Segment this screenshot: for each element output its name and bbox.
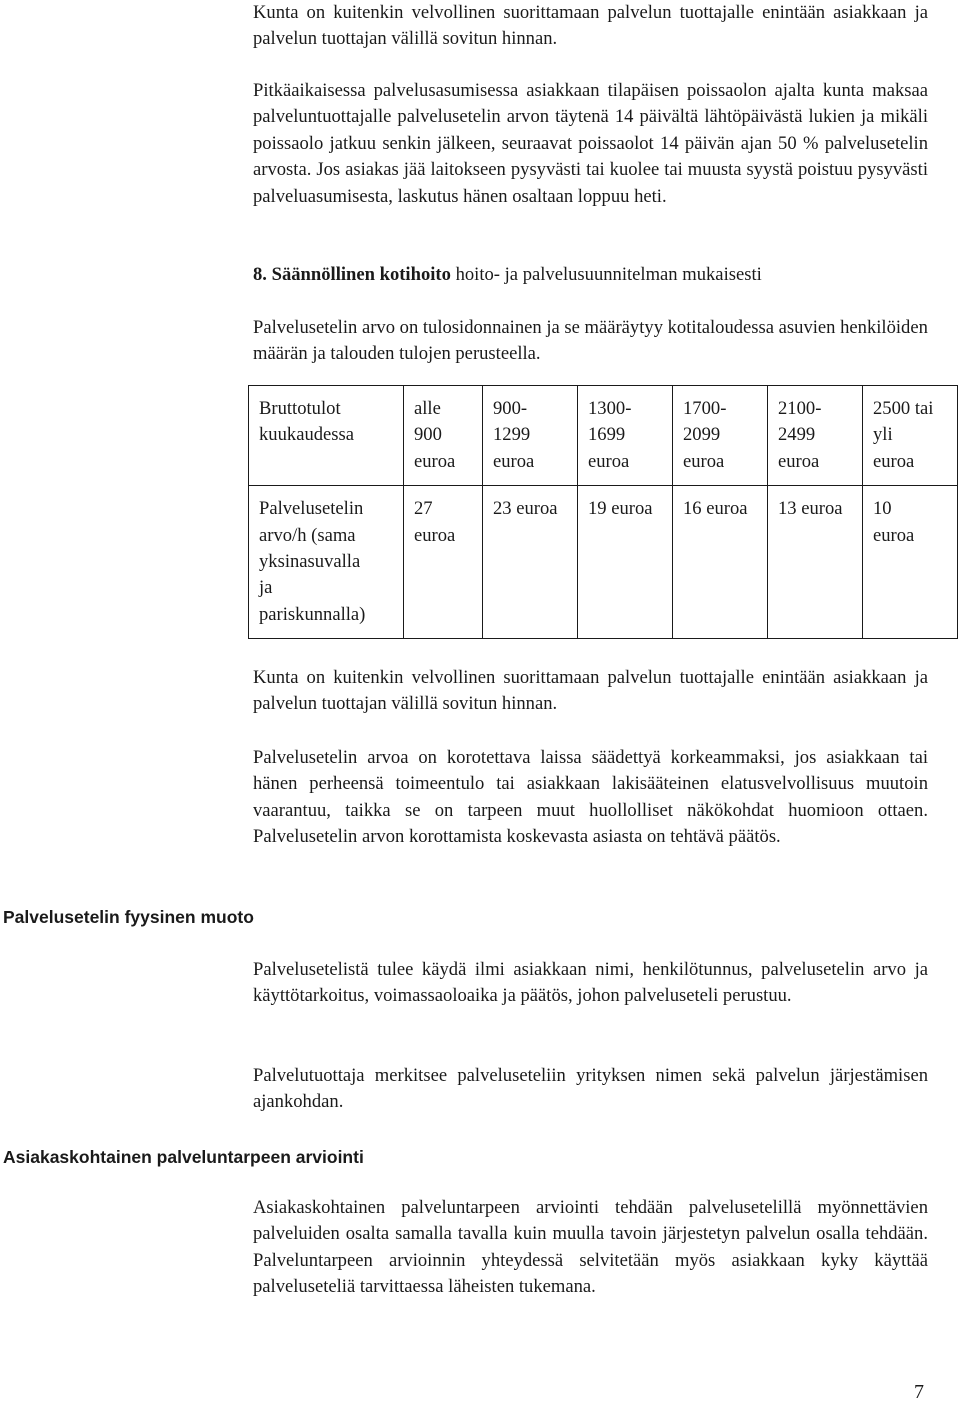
income-cell — [673, 386, 768, 486]
section-8-heading — [253, 262, 928, 288]
cell-text: euroa — [683, 450, 725, 472]
cell-text: euroa — [873, 524, 915, 546]
income-cell — [578, 386, 673, 486]
voucher-label-cell — [249, 486, 404, 639]
cell-text: euroa — [414, 450, 456, 472]
cell-text: 2500 tai — [873, 398, 934, 419]
cell-text: 13 euroa — [778, 498, 843, 520]
paragraph-voucher-value: Palvelusetelin arvo on tulosidonnainen ja se määräytyy kotitaloudessa asuvien henkilöiden määrän ja talouden tulojen perusteella. — [253, 317, 928, 365]
cell-text: alle — [414, 398, 441, 419]
voucher-value-row — [249, 486, 958, 639]
voucher-value-cell — [673, 486, 768, 639]
cell-text: euroa — [588, 450, 630, 472]
paragraph-value-raise: Palvelusetelin arvoa on korotettava laissa säädettyä korkeammaksi, jos asiakkaan tai hänen perheensä toimeentulo tai asiakkaan lakisääteinen elatusvelvollisuus muutoin vaarantuu, taikka se on tarpeen muut huollolliset näkökohdat huomioon ottaen. Palvelusetelin arvon korottamista koskevasta asiasta on tehtävä päätös. — [253, 747, 928, 848]
cell-text: euroa — [873, 450, 915, 472]
paragraph-top: Kunta on kuitenkin velvollinen suorittamaan palvelun tuottajalle enintään asiakkaan ja palvelun tuottajan välillä sovitun hinnan. — [253, 2, 928, 50]
cell-text: euroa — [493, 450, 535, 472]
cell-text: 27 — [414, 498, 433, 520]
voucher-value-cell — [404, 486, 483, 639]
cell-text: 1300- — [588, 398, 632, 419]
paragraph-absence: Pitkäaikaisessa palvelusasumisessa asiakkaan tilapäisen poissaolon ajalta kunta maksaa palveluntuottajalle palvelusetelin arvon täytenä 14 päivältä lähtöpäivästä lukien ja mikäli poissaolo jatkuu senkin jälkeen, seuraavat poissaolot 14 päivän ajan 50 % palvelusetelin arvosta. Jos asiakas jää laitokseen pysyvästi tai kuolee tai muusta syystä poistuu pysyvästi palveluasumisesta, laskutus hänen osaltaan loppuu heti. — [253, 80, 928, 207]
cell-text: kuukaudessa — [259, 424, 355, 446]
cell-text: euroa — [414, 524, 456, 546]
income-row — [249, 386, 958, 486]
fee-table — [248, 385, 958, 639]
cell-text: 2499 — [778, 424, 816, 446]
section-title: Säännöllinen kotihoito — [271, 264, 451, 285]
cell-text: pariskunnalla) — [259, 603, 366, 625]
cell-text: yksinasuvalla — [259, 551, 361, 573]
cell-text: Bruttotulot — [259, 398, 341, 419]
paragraph-assessment: Asiakaskohtainen palveluntarpeen arviointi tehdään palvelusetelillä myönnettävien palveluiden osalta samalla tavalla kuin muulla tavoin järjestetyn palvelun osalla tehdään. Palveluntarpeen arvioinnin yhteydessä selvitetään myös asiakkaan kyky käyttää palveluseteliä tarvittaessa läheisten tukemana. — [253, 1197, 928, 1298]
cell-text: 1700- — [683, 398, 727, 419]
cell-text: yli — [873, 424, 893, 446]
side-heading-physical-form: Palvelusetelin fyysinen muoto — [3, 907, 254, 927]
paragraph-voucher-contents: Palvelusetelistä tulee käydä ilmi asiakkaan nimi, henkilötunnus, palvelusetelin arvo ja käyttötarkoitus, voimassaoloaika ja päätös, johon palveluseteli perustuu. — [253, 959, 928, 1007]
voucher-value-cell — [768, 486, 863, 639]
cell-text: 2099 — [683, 424, 721, 446]
cell-text: 900 — [414, 424, 442, 446]
income-cell — [404, 386, 483, 486]
income-label-cell — [249, 386, 404, 486]
voucher-value-cell — [578, 486, 673, 639]
cell-text: Palvelusetelin — [259, 498, 364, 520]
cell-text: 10 — [873, 498, 892, 520]
section-subtitle: hoito- ja palvelusuunnitelman mukaisesti — [455, 264, 762, 285]
cell-text: 23 euroa — [493, 498, 558, 520]
cell-text: 19 euroa — [588, 498, 653, 520]
income-cell — [768, 386, 863, 486]
paragraph-provider-marking: Palvelutuottaja merkitsee palveluseteliin yrityksen nimen sekä palvelun järjestämisen ajankohdan. — [253, 1065, 928, 1113]
income-cell — [483, 386, 578, 486]
paragraph-top-repeat: Kunta on kuitenkin velvollinen suorittamaan palvelun tuottajalle enintään asiakkaan ja palvelun tuottajan välillä sovitun hinnan. — [253, 667, 928, 715]
cell-text: euroa — [778, 450, 820, 472]
cell-text: arvo/h (sama — [259, 524, 356, 546]
cell-text: 1299 — [493, 424, 531, 446]
cell-text: 900- — [493, 398, 528, 419]
side-heading-assessment: Asiakaskohtainen palveluntarpeen arviointi — [3, 1147, 364, 1167]
cell-text: 16 euroa — [683, 498, 748, 520]
cell-text: 2100- — [778, 398, 822, 419]
cell-text: ja — [259, 577, 273, 599]
voucher-value-cell — [863, 486, 958, 639]
income-cell — [863, 386, 958, 486]
voucher-value-cell — [483, 486, 578, 639]
cell-text: 1699 — [588, 424, 626, 446]
section-number: 8. — [253, 264, 267, 285]
page-number: 7 — [914, 1381, 924, 1403]
